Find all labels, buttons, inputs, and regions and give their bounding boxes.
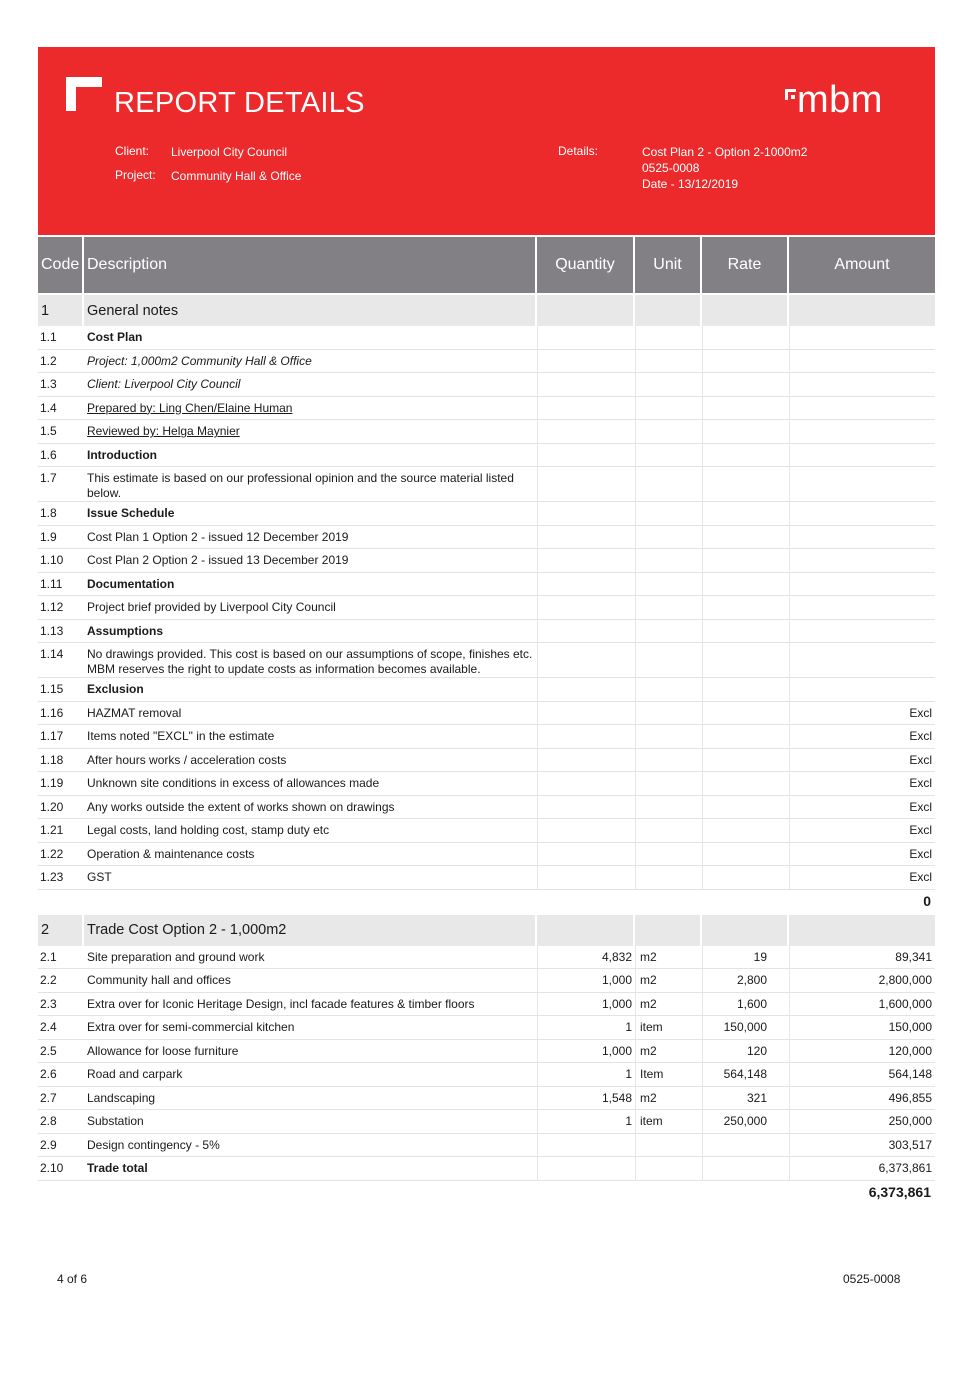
row-amount: 496,855 — [789, 1087, 935, 1111]
row-rate — [702, 444, 789, 468]
row-unit — [635, 866, 702, 890]
row-amount — [789, 549, 935, 573]
row-rate — [702, 373, 789, 397]
row-unit: m2 — [635, 969, 702, 993]
row-quantity — [537, 596, 635, 620]
row-description: Allowance for loose furniture — [84, 1040, 537, 1064]
row-amount: Excl — [789, 772, 935, 796]
table-row — [38, 819, 935, 843]
row-rate — [702, 1157, 789, 1181]
row-code: 1.4 — [38, 397, 84, 421]
section-total-row — [38, 890, 935, 913]
row-unit — [635, 549, 702, 573]
table-row — [38, 350, 935, 374]
column-header-rate: Rate — [702, 237, 789, 293]
details-line-3: Date - 13/12/2019 — [642, 177, 739, 191]
row-amount: Excl — [789, 843, 935, 867]
row-quantity — [537, 725, 635, 749]
table-row — [38, 397, 935, 421]
row-quantity: 1 — [537, 1063, 635, 1087]
row-unit — [635, 643, 702, 678]
row-quantity — [537, 326, 635, 350]
row-rate — [702, 350, 789, 374]
row-code: 1.1 — [38, 326, 84, 350]
table-row — [38, 1157, 935, 1181]
row-rate: 150,000 — [702, 1016, 789, 1040]
row-description: After hours works / acceleration costs — [84, 749, 537, 773]
row-quantity — [537, 678, 635, 702]
row-unit — [635, 326, 702, 350]
row-description: Assumptions — [84, 620, 537, 644]
table-row — [38, 643, 935, 678]
row-unit — [635, 467, 702, 502]
row-unit: item — [635, 1110, 702, 1134]
row-amount — [789, 373, 935, 397]
table-row — [38, 796, 935, 820]
row-unit: Item — [635, 1063, 702, 1087]
row-description: Landscaping — [84, 1087, 537, 1111]
project-label: Project: — [115, 168, 156, 182]
row-code: 1.10 — [38, 549, 84, 573]
row-rate — [702, 397, 789, 421]
row-code: 1.16 — [38, 702, 84, 726]
row-amount: 303,517 — [789, 1134, 935, 1158]
section-code: 2 — [38, 913, 84, 946]
row-quantity — [537, 843, 635, 867]
table-row — [38, 1087, 935, 1111]
row-rate — [702, 866, 789, 890]
row-description: Issue Schedule — [84, 502, 537, 526]
table-row — [38, 444, 935, 468]
row-unit: m2 — [635, 1040, 702, 1064]
row-code: 2.8 — [38, 1110, 84, 1134]
row-unit — [635, 843, 702, 867]
row-amount — [789, 643, 935, 678]
section-row-general-notes — [38, 293, 935, 326]
table-row — [38, 549, 935, 573]
section-2-total: 6,373,861 — [868, 1184, 931, 1200]
row-amount: 6,373,861 — [789, 1157, 935, 1181]
row-unit — [635, 678, 702, 702]
row-description: Operation & maintenance costs — [84, 843, 537, 867]
row-code: 2.1 — [38, 946, 84, 970]
row-amount — [789, 502, 935, 526]
column-header-description: Description — [84, 237, 537, 293]
row-amount: 89,341 — [789, 946, 935, 970]
row-code: 1.5 — [38, 420, 84, 444]
row-quantity — [537, 819, 635, 843]
table-row — [38, 526, 935, 550]
row-unit: m2 — [635, 946, 702, 970]
report-header — [38, 47, 935, 235]
document-reference: 0525-0008 — [843, 1272, 901, 1286]
details-line-1: Cost Plan 2 - Option 2-1000m2 — [642, 145, 808, 159]
row-amount: 250,000 — [789, 1110, 935, 1134]
row-unit — [635, 749, 702, 773]
row-quantity: 4,832 — [537, 946, 635, 970]
row-rate — [702, 772, 789, 796]
row-unit — [635, 702, 702, 726]
row-amount — [789, 326, 935, 350]
row-code: 1.19 — [38, 772, 84, 796]
row-code: 2.9 — [38, 1134, 84, 1158]
row-code: 2.2 — [38, 969, 84, 993]
row-quantity — [537, 549, 635, 573]
row-quantity — [537, 1134, 635, 1158]
row-amount — [789, 420, 935, 444]
row-unit — [635, 772, 702, 796]
table-row — [38, 420, 935, 444]
table-row — [38, 502, 935, 526]
row-unit — [635, 502, 702, 526]
row-rate — [702, 1134, 789, 1158]
row-unit — [635, 725, 702, 749]
row-amount — [789, 350, 935, 374]
logo-mark-icon — [785, 89, 796, 100]
row-unit — [635, 819, 702, 843]
row-description: GST — [84, 866, 537, 890]
row-code: 1.15 — [38, 678, 84, 702]
row-amount — [789, 573, 935, 597]
row-description: Exclusion — [84, 678, 537, 702]
row-description: Substation — [84, 1110, 537, 1134]
row-quantity: 1,000 — [537, 1040, 635, 1064]
row-description: Client: Liverpool City Council — [84, 373, 537, 397]
row-quantity — [537, 620, 635, 644]
column-header-quantity: Quantity — [537, 237, 635, 293]
row-rate: 1,600 — [702, 993, 789, 1017]
row-amount: 1,600,000 — [789, 993, 935, 1017]
row-rate: 321 — [702, 1087, 789, 1111]
row-quantity — [537, 866, 635, 890]
page-number: 4 of 6 — [57, 1272, 88, 1286]
row-rate — [702, 502, 789, 526]
row-quantity — [537, 526, 635, 550]
row-unit — [635, 1157, 702, 1181]
row-unit — [635, 573, 702, 597]
table-row — [38, 1063, 935, 1087]
row-quantity: 1 — [537, 1110, 635, 1134]
table-row — [38, 946, 935, 970]
row-amount — [789, 467, 935, 502]
table-row — [38, 573, 935, 597]
row-amount: 120,000 — [789, 1040, 935, 1064]
row-code: 2.10 — [38, 1157, 84, 1181]
table-row — [38, 772, 935, 796]
row-code: 1.12 — [38, 596, 84, 620]
row-rate — [702, 526, 789, 550]
row-rate — [702, 819, 789, 843]
row-quantity — [537, 772, 635, 796]
row-code: 1.6 — [38, 444, 84, 468]
table-row — [38, 1016, 935, 1040]
row-description: Cost Plan — [84, 326, 537, 350]
details-label: Details: — [558, 144, 599, 158]
row-description: Unknown site conditions in excess of allowances made — [84, 772, 537, 796]
row-quantity: 1,000 — [537, 969, 635, 993]
column-header-code: Code — [38, 237, 84, 293]
row-description: Reviewed by: Helga Maynier — [84, 420, 537, 444]
row-quantity — [537, 444, 635, 468]
row-quantity — [537, 350, 635, 374]
table-row — [38, 843, 935, 867]
row-amount — [789, 444, 935, 468]
row-rate — [702, 749, 789, 773]
row-quantity — [537, 749, 635, 773]
table-row — [38, 1110, 935, 1134]
row-code: 1.22 — [38, 843, 84, 867]
column-header-amount: Amount — [789, 237, 935, 293]
row-rate — [702, 643, 789, 678]
section-title: Trade Cost Option 2 - 1,000m2 — [84, 913, 537, 946]
row-quantity — [537, 467, 635, 502]
client-value: Liverpool City Council — [171, 145, 288, 159]
row-unit: m2 — [635, 993, 702, 1017]
row-rate — [702, 678, 789, 702]
row-amount: Excl — [789, 725, 935, 749]
row-rate: 250,000 — [702, 1110, 789, 1134]
row-rate: 120 — [702, 1040, 789, 1064]
row-quantity — [537, 573, 635, 597]
corner-bracket-icon — [66, 77, 102, 111]
row-code: 1.11 — [38, 573, 84, 597]
row-description: Extra over for semi-commercial kitchen — [84, 1016, 537, 1040]
row-quantity — [537, 420, 635, 444]
row-description: Road and carpark — [84, 1063, 537, 1087]
row-code: 1.20 — [38, 796, 84, 820]
table-row — [38, 702, 935, 726]
row-rate — [702, 843, 789, 867]
row-unit — [635, 444, 702, 468]
row-code: 1.14 — [38, 643, 84, 678]
row-quantity: 1 — [537, 1016, 635, 1040]
section-total-row — [38, 1181, 935, 1204]
section-title: General notes — [84, 293, 537, 326]
row-unit — [635, 596, 702, 620]
row-description: Project: 1,000m2 Community Hall & Office — [84, 350, 537, 374]
row-amount: Excl — [789, 819, 935, 843]
table-row — [38, 326, 935, 350]
row-description: This estimate is based on our professional opinion and the source material listed below. — [84, 467, 537, 502]
column-header-unit: Unit — [635, 237, 702, 293]
row-description: Items noted "EXCL" in the estimate — [84, 725, 537, 749]
row-amount — [789, 678, 935, 702]
row-code: 1.21 — [38, 819, 84, 843]
details-line-2: 0525-0008 — [642, 161, 700, 175]
table-row — [38, 1134, 935, 1158]
row-code: 1.9 — [38, 526, 84, 550]
row-quantity — [537, 502, 635, 526]
row-unit — [635, 373, 702, 397]
row-quantity: 1,548 — [537, 1087, 635, 1111]
row-quantity: 1,000 — [537, 993, 635, 1017]
row-unit — [635, 526, 702, 550]
table-row — [38, 678, 935, 702]
row-description: No drawings provided. This cost is based on our assumptions of scope, finishes etc. MBM reserves the right to update costs as information becomes available. — [84, 643, 537, 678]
table-row — [38, 866, 935, 890]
row-unit — [635, 796, 702, 820]
mbm-logo — [783, 79, 893, 125]
row-code: 2.3 — [38, 993, 84, 1017]
row-code: 2.6 — [38, 1063, 84, 1087]
row-description: Legal costs, land holding cost, stamp duty etc — [84, 819, 537, 843]
row-description: Community hall and offices — [84, 969, 537, 993]
page-title: REPORT DETAILS — [114, 87, 365, 119]
row-rate — [702, 420, 789, 444]
row-amount — [789, 397, 935, 421]
row-description: HAZMAT removal — [84, 702, 537, 726]
row-unit — [635, 1134, 702, 1158]
row-rate — [702, 702, 789, 726]
table-row — [38, 993, 935, 1017]
row-rate — [702, 725, 789, 749]
row-rate — [702, 796, 789, 820]
table-row — [38, 725, 935, 749]
section-code: 1 — [38, 293, 84, 326]
table-row — [38, 373, 935, 397]
table-header-row — [38, 237, 935, 293]
row-description: Documentation — [84, 573, 537, 597]
row-description: Site preparation and ground work — [84, 946, 537, 970]
table-row — [38, 749, 935, 773]
row-quantity — [537, 643, 635, 678]
row-amount: Excl — [789, 702, 935, 726]
row-rate: 19 — [702, 946, 789, 970]
cost-table — [38, 237, 935, 1204]
row-code: 1.23 — [38, 866, 84, 890]
row-amount: 564,148 — [789, 1063, 935, 1087]
row-description: Project brief provided by Liverpool City Council — [84, 596, 537, 620]
logo-text: mbm — [797, 79, 883, 121]
row-unit — [635, 420, 702, 444]
row-rate — [702, 467, 789, 502]
row-code: 1.8 — [38, 502, 84, 526]
table-row — [38, 596, 935, 620]
project-value: Community Hall & Office — [171, 169, 302, 183]
row-unit: m2 — [635, 1087, 702, 1111]
table-row — [38, 1040, 935, 1064]
row-description: Prepared by: Ling Chen/Elaine Human — [84, 397, 537, 421]
row-description: Extra over for Iconic Heritage Design, incl facade features & timber floors — [84, 993, 537, 1017]
row-amount — [789, 620, 935, 644]
row-code: 1.7 — [38, 467, 84, 502]
row-rate — [702, 620, 789, 644]
row-description: Trade total — [84, 1157, 537, 1181]
table-row — [38, 467, 935, 502]
row-unit: item — [635, 1016, 702, 1040]
row-description: Design contingency - 5% — [84, 1134, 537, 1158]
row-rate — [702, 326, 789, 350]
row-unit — [635, 620, 702, 644]
table-row — [38, 969, 935, 993]
row-unit — [635, 397, 702, 421]
row-code: 2.7 — [38, 1087, 84, 1111]
row-description: Introduction — [84, 444, 537, 468]
row-code: 1.17 — [38, 725, 84, 749]
row-code: 1.3 — [38, 373, 84, 397]
row-description: Cost Plan 2 Option 2 - issued 13 December 2019 — [84, 549, 537, 573]
row-amount: Excl — [789, 796, 935, 820]
row-rate — [702, 573, 789, 597]
row-code: 1.2 — [38, 350, 84, 374]
table-row — [38, 620, 935, 644]
row-rate — [702, 596, 789, 620]
row-quantity — [537, 373, 635, 397]
row-amount — [789, 526, 935, 550]
row-quantity — [537, 796, 635, 820]
row-amount: Excl — [789, 749, 935, 773]
row-quantity — [537, 702, 635, 726]
row-amount — [789, 596, 935, 620]
row-description: Any works outside the extent of works shown on drawings — [84, 796, 537, 820]
row-code: 1.18 — [38, 749, 84, 773]
section-row-trade-cost — [38, 913, 935, 946]
section-1-total: 0 — [923, 893, 931, 909]
row-rate: 2,800 — [702, 969, 789, 993]
row-code: 1.13 — [38, 620, 84, 644]
row-code: 2.5 — [38, 1040, 84, 1064]
row-description: Cost Plan 1 Option 2 - issued 12 December 2019 — [84, 526, 537, 550]
row-amount: Excl — [789, 866, 935, 890]
client-label: Client: — [115, 144, 150, 158]
row-unit — [635, 350, 702, 374]
row-rate — [702, 549, 789, 573]
row-code: 2.4 — [38, 1016, 84, 1040]
row-amount: 2,800,000 — [789, 969, 935, 993]
row-quantity — [537, 1157, 635, 1181]
row-amount: 150,000 — [789, 1016, 935, 1040]
row-rate: 564,148 — [702, 1063, 789, 1087]
row-quantity — [537, 397, 635, 421]
